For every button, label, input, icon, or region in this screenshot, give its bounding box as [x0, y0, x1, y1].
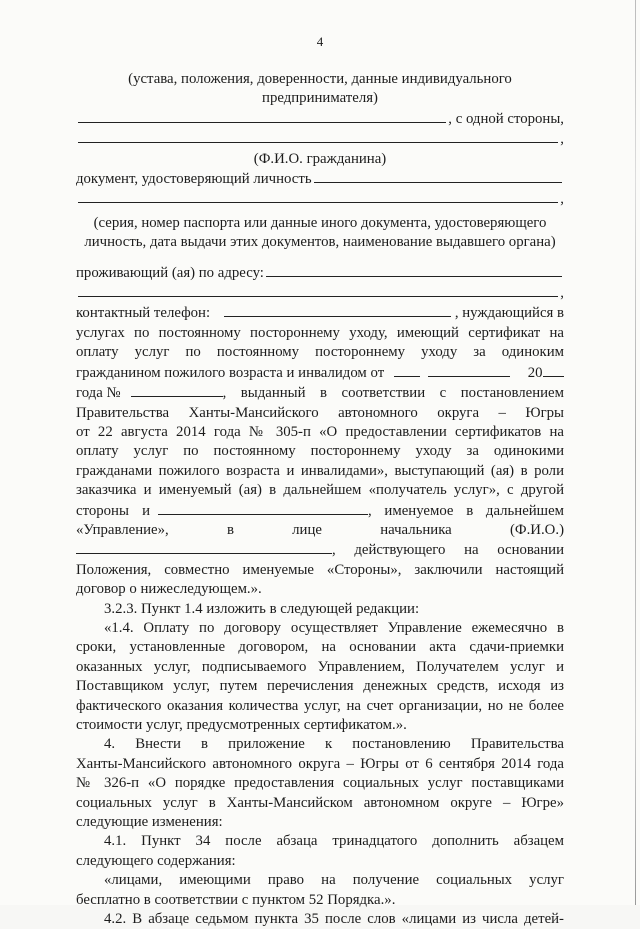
caption-line: (Ф.И.О. гражданина) — [253, 150, 387, 167]
text-line: предпринимателя) — [262, 90, 378, 107]
blank-line-row — [76, 383, 564, 403]
blank-field — [394, 363, 419, 377]
text-line: 4.1. Пункт 34 после абзаца тринадцатого дополнить абзацем — [104, 833, 564, 850]
text-line: стоимости услуг, предусмотренных сертификатом.». — [76, 717, 407, 733]
blank-field — [158, 501, 368, 515]
text-fragment: проживающий (ая) по адресу: — [76, 264, 264, 281]
text-fragment: , выданный в соответствии с постановлением — [222, 385, 564, 402]
text-line: договор о нижеследующем.». — [76, 581, 262, 598]
blank-field — [224, 303, 451, 317]
blank-line-row — [76, 540, 564, 560]
blank-line-row — [76, 363, 564, 383]
text-fragment: , — [560, 191, 564, 208]
blank-line-row — [76, 129, 564, 149]
blank-field — [428, 363, 510, 377]
blank-line-row — [76, 263, 564, 283]
blank-line-row — [76, 109, 564, 129]
text-line: «лицами, имеющими право на получение социальных услуг — [104, 872, 564, 889]
caption-line: личность, дата выдачи этих документов, наименование выдавшего органа) — [84, 234, 556, 251]
text-fragment: контактный телефон: — [76, 305, 211, 322]
text-line: (устава, положения, доверенности, данные индивидуального — [128, 71, 512, 87]
text-line: № 326-п «О порядке предоставления социальных услуг поставщиками — [76, 775, 564, 792]
blank-field — [78, 129, 558, 143]
text-fragment: гражданином пожилого возраста и инвалидом от — [76, 364, 385, 381]
text-line: услугах по постоянному постороннему уходу, имеющий сертификат на — [76, 324, 564, 341]
text-line: Правительства Ханты-Мансийского автономного округа – Югры — [76, 404, 564, 421]
text-fragment: , с одной стороны, — [448, 110, 564, 127]
text-line: оказанных услуг, подписываемого Управлением, Получателем услуг и — [76, 658, 564, 675]
text-line: оплату услуг по постоянному постороннему уходу за одиноким — [76, 344, 564, 361]
text-fragment: 20 — [527, 364, 543, 381]
text-line: Поставщиком услуг, путем перечисления денежных средств, исходя из — [76, 678, 564, 695]
text-line: социальных услуг в Ханты-Мансийском автономном округе – Югре» — [76, 794, 564, 811]
text-line: сроки, установленные договором, на основании акта сдачи-приемки — [76, 639, 564, 656]
blank-field — [543, 363, 565, 377]
blank-line-row — [76, 189, 564, 209]
text-line: Положения, совместно именуемые «Стороны», заключили настоящий — [76, 561, 564, 578]
text-line: 4. Внести в приложение к постановлению Правительства — [104, 736, 564, 753]
text-line: заказчика и именуемый (ая) в дальнейшем «получатель услуг», с другой — [76, 482, 564, 499]
text-line: «Управление», в лице начальника (Ф.И.О.) — [76, 521, 564, 538]
blank-field — [78, 109, 446, 123]
blank-field — [131, 383, 223, 397]
text-line: Ханты-Мансийского автономного округа – Югры от 6 сентября 2014 года — [76, 755, 564, 772]
text-line: гражданами пожилого возраста и инвалидами», выступающий (ая) в роли — [76, 462, 564, 479]
text-fragment: стороны и — [76, 502, 150, 519]
text-line: бесплатно в соответствии с пунктом 52 Порядка.». — [76, 891, 396, 908]
page-number: 4 — [316, 34, 324, 49]
text-line: от 22 августа 2014 года № 305-п «О предоставлении сертификатов на — [76, 423, 564, 440]
text-fragment: документ, удостоверяющий личность — [76, 171, 312, 188]
document-body — [76, 70, 564, 929]
text-line: оплату услуг по постоянному постороннему уходу за одинокими — [76, 443, 564, 460]
text-line: фактического оказания количества услуг, на счет организации, но не более — [76, 697, 564, 714]
blank-field — [76, 540, 332, 554]
text-line: 3.2.3. Пункт 1.4 изложить в следующей редакции: — [104, 600, 420, 617]
blank-field — [78, 283, 558, 297]
text-line: следующие изменения: — [76, 814, 223, 831]
text-fragment: , нуждающийся в — [454, 305, 564, 322]
page-edge — [635, 0, 636, 905]
blank-line-row — [76, 283, 564, 303]
text-line: «1.4. Оплату по договору осуществляет Управление ежемесячно в — [104, 619, 564, 636]
text-fragment: года № — [76, 385, 121, 402]
blank-line-row — [76, 169, 564, 189]
text-fragment: , именуемое в дальнейшем — [368, 502, 564, 519]
blank-line-row — [76, 501, 564, 521]
blank-field — [314, 169, 562, 183]
text-fragment: , действующего на основании — [332, 542, 564, 559]
text-line: 4.2. В абзаце седьмом пункта 35 после слов «лицами из числа детей- — [104, 911, 564, 928]
text-fragment: , — [560, 131, 564, 148]
caption-line: (серия, номер паспорта или данные иного документа, удостоверяющего — [93, 214, 547, 231]
blank-field — [78, 189, 558, 203]
blank-line-row — [76, 303, 564, 323]
text-line: следующего содержания: — [76, 852, 236, 869]
blank-field — [266, 263, 562, 277]
text-fragment: , — [560, 285, 564, 302]
